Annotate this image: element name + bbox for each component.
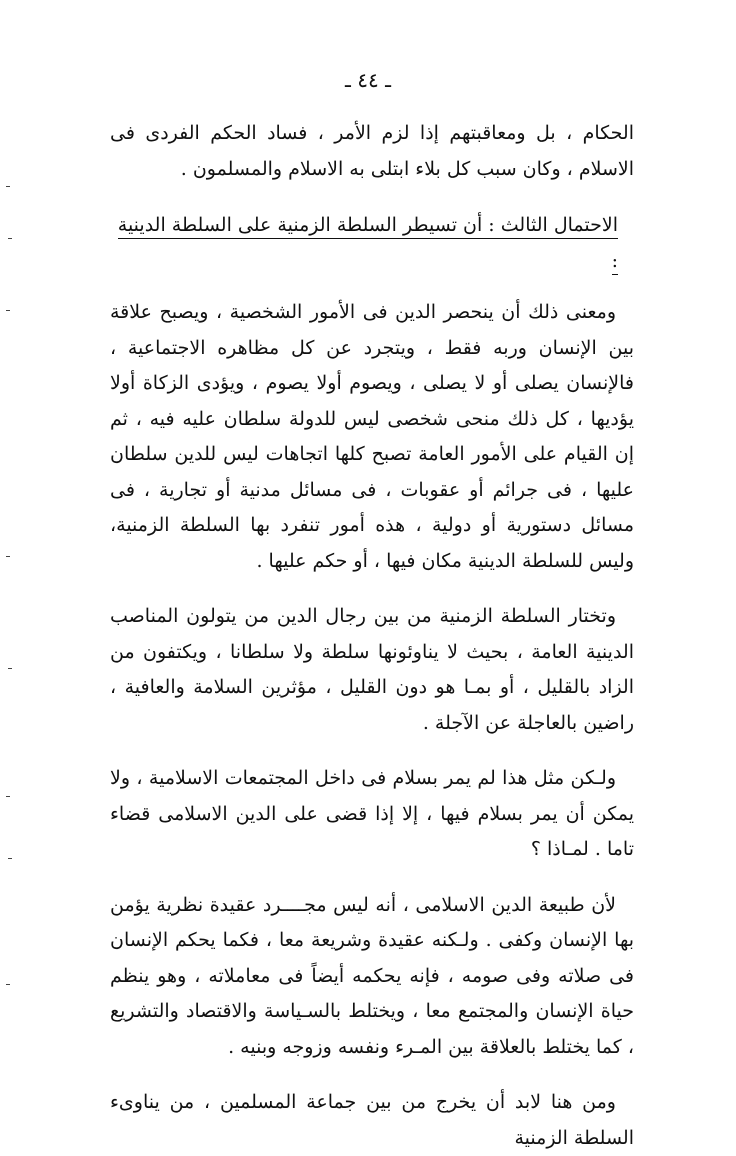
paragraph: ولـكن مثل هذا لم يمر بسلام فى داخل المجتمعات الاسلامية ، ولا يمكن أن يمر بسلام فيها ، إلا إذا قضى على الدين الاسلامى قضاء تاما . لمـاذا ؟ bbox=[110, 767, 634, 860]
scan-mark bbox=[8, 668, 12, 669]
page-number: ـ ٤٤ ـ bbox=[345, 68, 391, 92]
paragraph: لأن طبيعة الدين الاسلامى ، أنه ليس مجــــرد عقيدة نظرية يؤمن بها الإنسان وكفى . ولـكنه عقيدة وشريعة معا ، فكما يحكم الإنسان فى صلاته وفى صومه ، فإنه يحكمه أيضاً فى معاملاته ، وهو ينظم حياة الإنسان والمجتمع معا ، ويختلط بالسـياسة والاقتصاد والتشريع ، كما يختلط بالعلاقة بين المـرء ونفسه وزوجه وبنيه . bbox=[110, 893, 634, 1058]
paragraph: ومعنى ذلك أن ينحصر الدين فى الأمور الشخصية ، ويصبح علاقة بين الإنسان وربه فقط ، ويتجرد عن كل مظاهره الاجتماعية ، فالإنسان يصلى أو لا يصلى ، ويصوم أولا يصوم ، ويؤدى الزكاة أولا يؤديها ، كل ذلك منحى شخصى ليس للدولة سلطان عليه فيه ، ثم إن القيام على الأمور العامة تصبح كلها اتجاهات ليس للدين سلطان عليها ، فى جرائم أو عقوبات ، فى مسائل مدنية أو تجارية ، فى مسائل دستورية أو دولية ، هذه أمور تنفرد بها السلطة الزمنية، وليس للسلطة الدينية مكان فيها ، أو حكم عليها . bbox=[110, 301, 634, 572]
paragraph: ومن هنا لابد أن يخرج من بين جماعة المسلمين ، من يناوىء السلطة الزمنية bbox=[110, 1091, 634, 1149]
page-content bbox=[110, 116, 634, 1156]
scan-mark bbox=[8, 858, 12, 859]
section-heading bbox=[110, 207, 634, 279]
scan-mark bbox=[8, 238, 12, 239]
scan-mark bbox=[6, 984, 10, 985]
scan-mark bbox=[6, 796, 10, 797]
paragraph: وتختار السلطة الزمنية من بين رجال الدين من يتولون المناصب الدينية العامة ، بحيث لا يناوئونها سلطة ولا سلطانا ، ويكتفون من الزاد بالقليل ، أو بمـا هو دون القليل ، مؤثرين السلامة والعافية ، راضين بالعاجلة عن الآجلة . bbox=[110, 605, 634, 734]
scan-mark bbox=[6, 556, 10, 557]
paragraph-continuation: الحكام ، بل ومعاقبتهم إذا لزم الأمر ، فساد الحكم الفردى فى الاسلام ، وكان سبب كل بلاء ابتلى به الاسلام والمسلمون . bbox=[110, 122, 634, 180]
section-heading-text: الاحتمال الثالث : أن تسيطر السلطة الزمنية على السلطة الدينية : bbox=[118, 214, 618, 275]
scan-mark bbox=[6, 310, 10, 311]
scan-mark bbox=[6, 186, 10, 187]
